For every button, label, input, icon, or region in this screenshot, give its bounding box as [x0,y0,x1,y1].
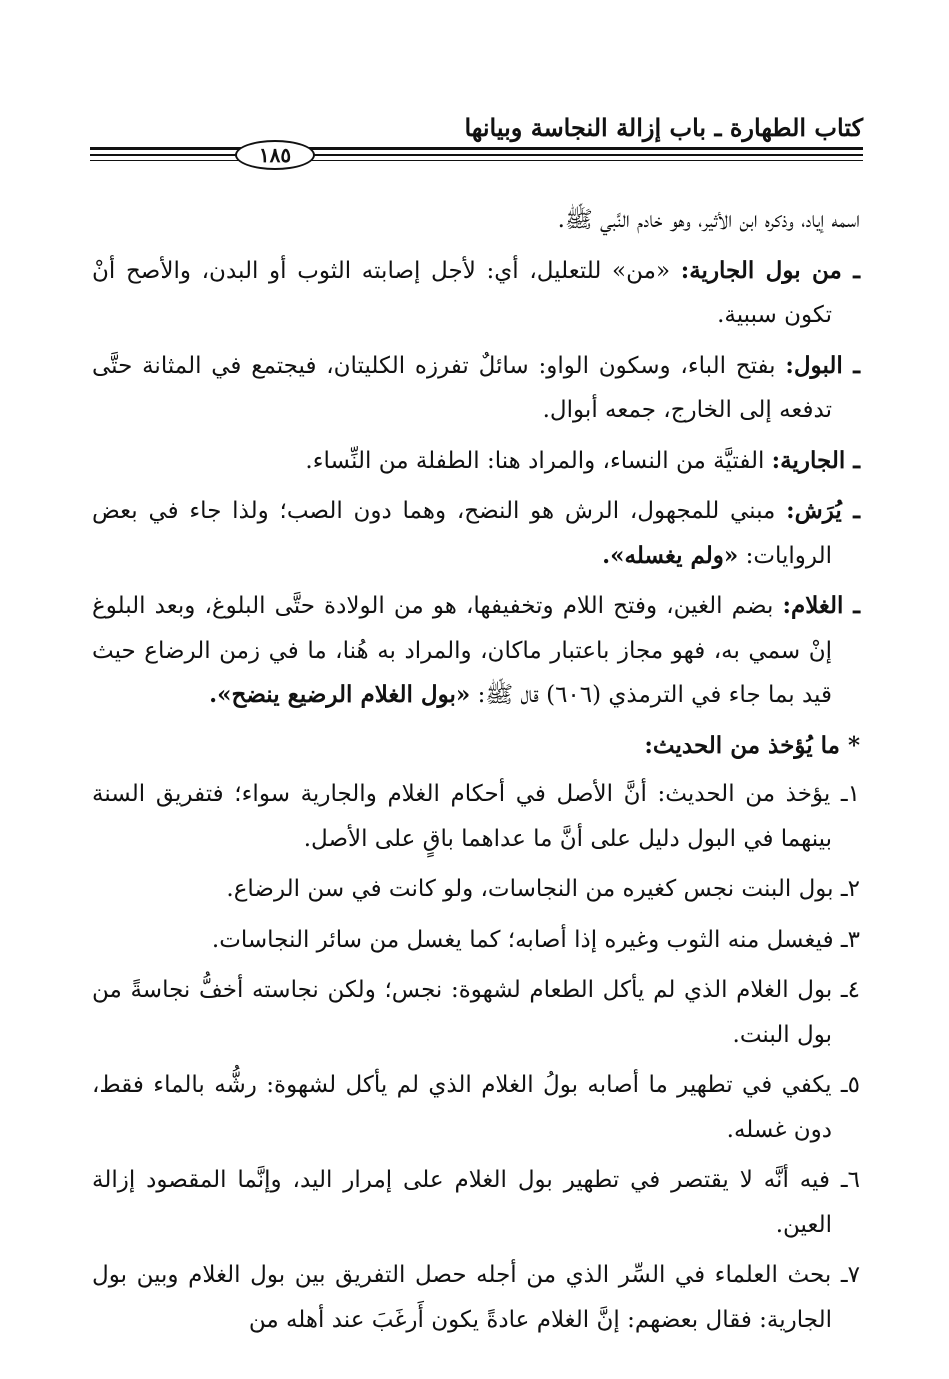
definition-item [92,344,860,433]
definition-item [92,584,860,718]
list-item: ٢ـ بول البنت نجس كغيره من النجاسات، ولو كانت في سن الرضاع. [226,876,860,902]
header-rule [90,140,863,168]
list-item: ٦ـ فيه أنَّه لا يقتصر في تطهير بول الغلام على إمرار اليد، وإنَّما المقصود إزالة العين. [92,1167,860,1238]
definition-text: «من» للتعليل، أي: لأجل إصابته الثوب أو البدن، والأصح أنْ تكون سببية. [92,257,832,328]
definition-term: ـ البول: [785,351,860,379]
definition-text: مبني للمجهول، الرش هو النضح، وهما دون الصب؛ ولذا جاء في بعض الروايات: [92,498,832,569]
list-item: ٧ـ بحث العلماء في السِّر الذي من أجله حصل التفريق بين بول الغلام وبين بول الجارية: فقال بعضهم: إنَّ الغلام عادةً يكون أَرغَبَ عند أهله من [92,1262,860,1333]
definition-term: ـ يُرَش: [786,497,860,524]
intro-paragraph: اسمه إياد، وذكره ابن الأثير، وهو خادم النَّبي ﷺ. [557,207,860,233]
page-number: ١٨٥ [235,140,315,170]
definition-item [92,489,860,578]
definition-item [92,439,860,484]
list-item: ١ـ يؤخذ من الحديث: أنَّ الأصل في أحكام الغلام والجارية سواء؛ فتفريق السنة بينهما في البول دليل على أنَّ ما عداهما باقٍ على الأصل. [92,781,860,852]
page-header-title: كتاب الطهارة ـ باب إزالة النجاسة وبيانها [464,113,863,142]
header-rule-line [90,147,863,150]
hadith-quote: «بول الغلام الرضيع ينضح». [209,681,471,708]
definition-text: بضم الغين، وفتح اللام وتخفيفها، هو من الولادة حتَّى البلوغ، وبعد البلوغ إنْ سمي به، فهو مجاز باعتبار ماكان، والمراد به هُنا، ما في زمن الرضاع حيث قيد بما جاء في الترمذي (٦٠٦) قال ﷺ: [92,593,832,708]
definition-term: ـ الغلام: [782,592,860,619]
definition-term: ـ الجارية: [771,446,860,474]
definition-text: بفتح الباء، وسكون الواو: سائلٌ تفرزه الكليتان، فيجتمع في المثانة حتَّى تدفعه إلى الخارج، جمعه أبوال. [92,352,832,423]
hadith-quote: «ولم يغسله». [602,541,739,569]
list-item: ٣ـ فيغسل منه الثوب وغيره إذا أصابه؛ كما يغسل من سائر النجاسات. [211,926,860,953]
definition-term: ـ من بول الجارية: [680,256,860,284]
definition-text: الفتيَّة من النساء، والمراد هنا: الطفلة من النِّساء. [305,447,772,474]
header-rule-line [90,154,863,156]
list-item: ٤ـ بول الغلام الذي لم يأكل الطعام لشهوة: نجس؛ ولكن نجاسته أخفُّ نجاسةً من بول البنت. [92,977,860,1048]
page-body [92,198,860,1348]
section-title: * ما يُؤخذ من الحديث: [644,731,860,759]
list-item: ٥ـ يكفي في تطهير ما أصابه بولُ الغلام الذي لم يأكل لشهوة: رشُّه بالماء فقط، دون غسله. [92,1072,860,1143]
header-rule-line [90,160,863,161]
definition-item [92,249,860,338]
